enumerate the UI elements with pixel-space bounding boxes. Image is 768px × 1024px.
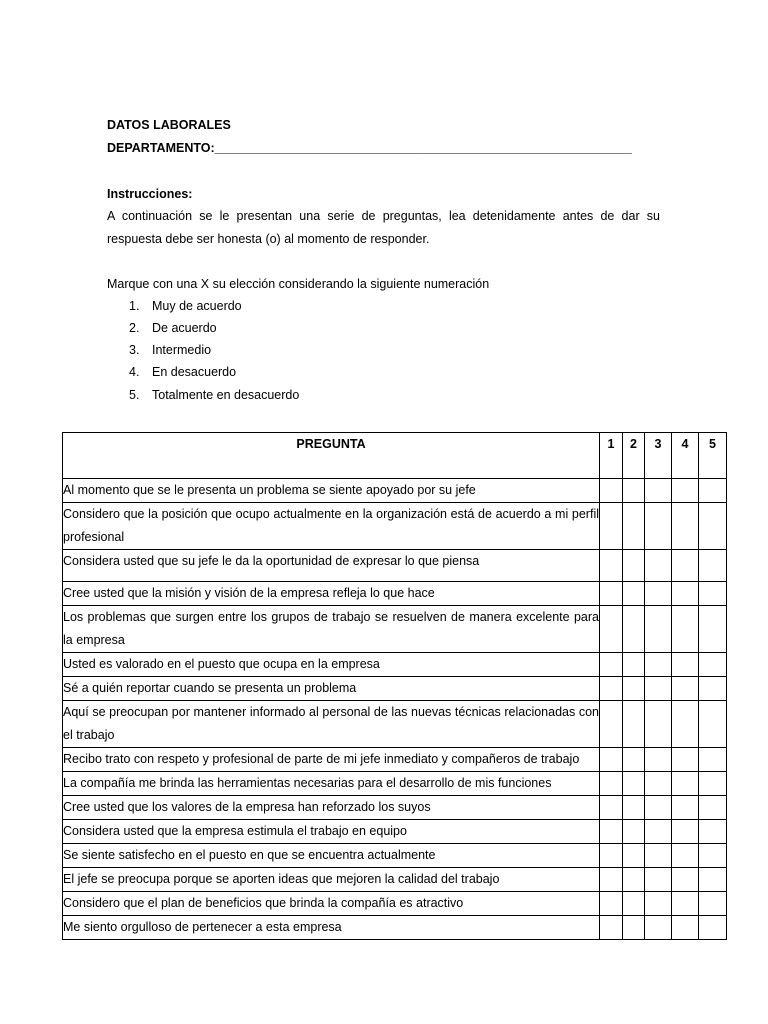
scale-label: Totalmente en desacuerdo [152,388,300,402]
table-row [63,796,727,820]
scale-number: 3. [129,343,140,357]
table-row [63,916,727,940]
survey-table [62,432,727,940]
header-scale-3: 3 [645,433,672,479]
answer-cell-3[interactable] [645,844,672,868]
header-scale-1: 1 [600,433,623,479]
question-text: Sé a quién reportar cuando se presenta un problema [63,677,600,701]
answer-cell-1[interactable] [600,868,623,892]
answer-cell-3[interactable] [645,653,672,677]
answer-cell-2[interactable] [623,820,645,844]
answer-cell-2[interactable] [623,479,645,503]
answer-cell-3[interactable] [645,677,672,701]
answer-cell-1[interactable] [600,772,623,796]
answer-cell-2[interactable] [623,796,645,820]
scale-number: 1. [129,299,140,313]
answer-cell-5[interactable] [699,772,727,796]
table-row [63,772,727,796]
answer-cell-2[interactable] [623,653,645,677]
answer-cell-3[interactable] [645,503,672,550]
answer-cell-3[interactable] [645,582,672,606]
table-row [63,479,727,503]
answer-cell-1[interactable] [600,550,623,582]
question-text: Considero que el plan de beneficios que brinda la compañía es atractivo [63,892,600,916]
survey-body [63,479,727,940]
answer-cell-2[interactable] [623,503,645,550]
table-row [63,582,727,606]
instructions-text: A continuación se le presentan una serie de preguntas, lea detenidamente antes de dar su respuesta debe ser honesta (o) al momento de responder. [107,209,660,246]
answer-cell-2[interactable] [623,550,645,582]
answer-cell-4[interactable] [672,503,699,550]
question-text: El jefe se preocupa porque se aporten ideas que mejoren la calidad del trabajo [63,868,600,892]
answer-cell-1[interactable] [600,677,623,701]
answer-cell-4[interactable] [672,892,699,916]
table-row [63,892,727,916]
answer-cell-5[interactable] [699,844,727,868]
answer-cell-4[interactable] [672,550,699,582]
table-row [63,701,727,748]
answer-cell-1[interactable] [600,748,623,772]
answer-cell-1[interactable] [600,606,623,653]
scale-item-1 [129,298,242,314]
answer-cell-1[interactable] [600,820,623,844]
answer-cell-5[interactable] [699,796,727,820]
answer-cell-5[interactable] [699,653,727,677]
table-row [63,677,727,701]
answer-cell-2[interactable] [623,748,645,772]
answer-cell-5[interactable] [699,479,727,503]
scale-item-2 [129,320,217,336]
answer-cell-4[interactable] [672,820,699,844]
answer-cell-5[interactable] [699,820,727,844]
answer-cell-4[interactable] [672,748,699,772]
question-text: Considera usted que su jefe le da la oportunidad de expresar lo que piensa [63,550,600,582]
answer-cell-4[interactable] [672,606,699,653]
table-row [63,653,727,677]
question-text: La compañía me brinda las herramientas necesarias para el desarrollo de mis funciones [63,772,600,796]
table-row [63,606,727,653]
answer-cell-4[interactable] [672,653,699,677]
table-row [63,868,727,892]
answer-cell-5[interactable] [699,550,727,582]
answer-cell-1[interactable] [600,503,623,550]
scale-number: 5. [129,388,140,402]
table-row [63,748,727,772]
scale-number: 2. [129,321,140,335]
answer-cell-1[interactable] [600,479,623,503]
departamento-field[interactable]: DEPARTAMENTO:____________________________________________________________ [107,141,632,155]
question-text: Los problemas que surgen entre los grupos de trabajo se resuelven de manera excelente para la empresa [63,606,600,653]
answer-cell-1[interactable] [600,796,623,820]
scale-item-4 [129,364,236,380]
answer-cell-2[interactable] [623,844,645,868]
question-text: Usted es valorado en el puesto que ocupa en la empresa [63,653,600,677]
answer-cell-3[interactable] [645,701,672,748]
header-scale-5: 5 [699,433,727,479]
scale-item-5 [129,387,299,403]
answer-cell-4[interactable] [672,479,699,503]
answer-cell-3[interactable] [645,820,672,844]
table-row [63,820,727,844]
answer-cell-2[interactable] [623,677,645,701]
answer-cell-2[interactable] [623,892,645,916]
section-title-datos-laborales: DATOS LABORALES [107,118,231,132]
answer-cell-4[interactable] [672,701,699,748]
answer-cell-4[interactable] [672,844,699,868]
answer-cell-4[interactable] [672,772,699,796]
answer-cell-5[interactable] [699,868,727,892]
answer-cell-1[interactable] [600,701,623,748]
answer-cell-1[interactable] [600,582,623,606]
answer-cell-4[interactable] [672,916,699,940]
answer-cell-2[interactable] [623,582,645,606]
answer-cell-2[interactable] [623,916,645,940]
scale-label: Muy de acuerdo [152,299,242,313]
answer-cell-1[interactable] [600,844,623,868]
answer-cell-2[interactable] [623,606,645,653]
answer-cell-3[interactable] [645,772,672,796]
header-scale-4: 4 [672,433,699,479]
answer-cell-5[interactable] [699,701,727,748]
answer-cell-3[interactable] [645,916,672,940]
question-text: Se siente satisfecho en el puesto en que se encuentra actualmente [63,844,600,868]
question-text: Cree usted que la misión y visión de la empresa refleja lo que hace [63,582,600,606]
answer-cell-4[interactable] [672,796,699,820]
answer-cell-2[interactable] [623,868,645,892]
question-text: Considero que la posición que ocupo actualmente en la organización está de acuerdo a mi perfil profesional [63,503,600,550]
question-text: Cree usted que los valores de la empresa han reforzado los suyos [63,796,600,820]
table-row [63,503,727,550]
answer-cell-3[interactable] [645,748,672,772]
answer-cell-5[interactable] [699,503,727,550]
answer-cell-4[interactable] [672,582,699,606]
question-text: Aquí se preocupan por mantener informado al personal de las nuevas técnicas relacionadas con el trabajo [63,701,600,748]
question-text: Recibo trato con respeto y profesional de parte de mi jefe inmediato y compañeros de trabajo [63,748,600,772]
question-text: Me siento orgulloso de pertenecer a esta empresa [63,916,600,940]
answer-cell-5[interactable] [699,748,727,772]
table-row [63,844,727,868]
scale-label: Intermedio [152,343,212,357]
answer-cell-5[interactable] [699,677,727,701]
answer-cell-3[interactable] [645,550,672,582]
scale-item-3 [129,342,211,358]
header-pregunta: PREGUNTA [63,433,600,479]
answer-cell-3[interactable] [645,796,672,820]
scale-number: 4. [129,365,140,379]
answer-cell-3[interactable] [645,606,672,653]
answer-cell-1[interactable] [600,892,623,916]
answer-cell-1[interactable] [600,916,623,940]
marking-instructions: Marque con una X su elección considerando la siguiente numeración [107,277,490,291]
table-header-row [63,433,727,479]
answer-cell-2[interactable] [623,701,645,748]
answer-cell-4[interactable] [672,677,699,701]
answer-cell-3[interactable] [645,868,672,892]
question-text: Considera usted que la empresa estimula el trabajo en equipo [63,820,600,844]
answer-cell-1[interactable] [600,653,623,677]
answer-cell-3[interactable] [645,892,672,916]
scale-label: De acuerdo [152,321,217,335]
scale-label: En desacuerdo [152,365,237,379]
answer-cell-5[interactable] [699,892,727,916]
table-row [63,550,727,582]
answer-cell-2[interactable] [623,772,645,796]
answer-cell-4[interactable] [672,868,699,892]
question-text: Al momento que se le presenta un problema se siente apoyado por su jefe [63,479,600,503]
answer-cell-3[interactable] [645,479,672,503]
answer-cell-5[interactable] [699,582,727,606]
instructions-title: Instrucciones: [107,187,193,201]
header-scale-2: 2 [623,433,645,479]
answer-cell-5[interactable] [699,606,727,653]
answer-cell-5[interactable] [699,916,727,940]
